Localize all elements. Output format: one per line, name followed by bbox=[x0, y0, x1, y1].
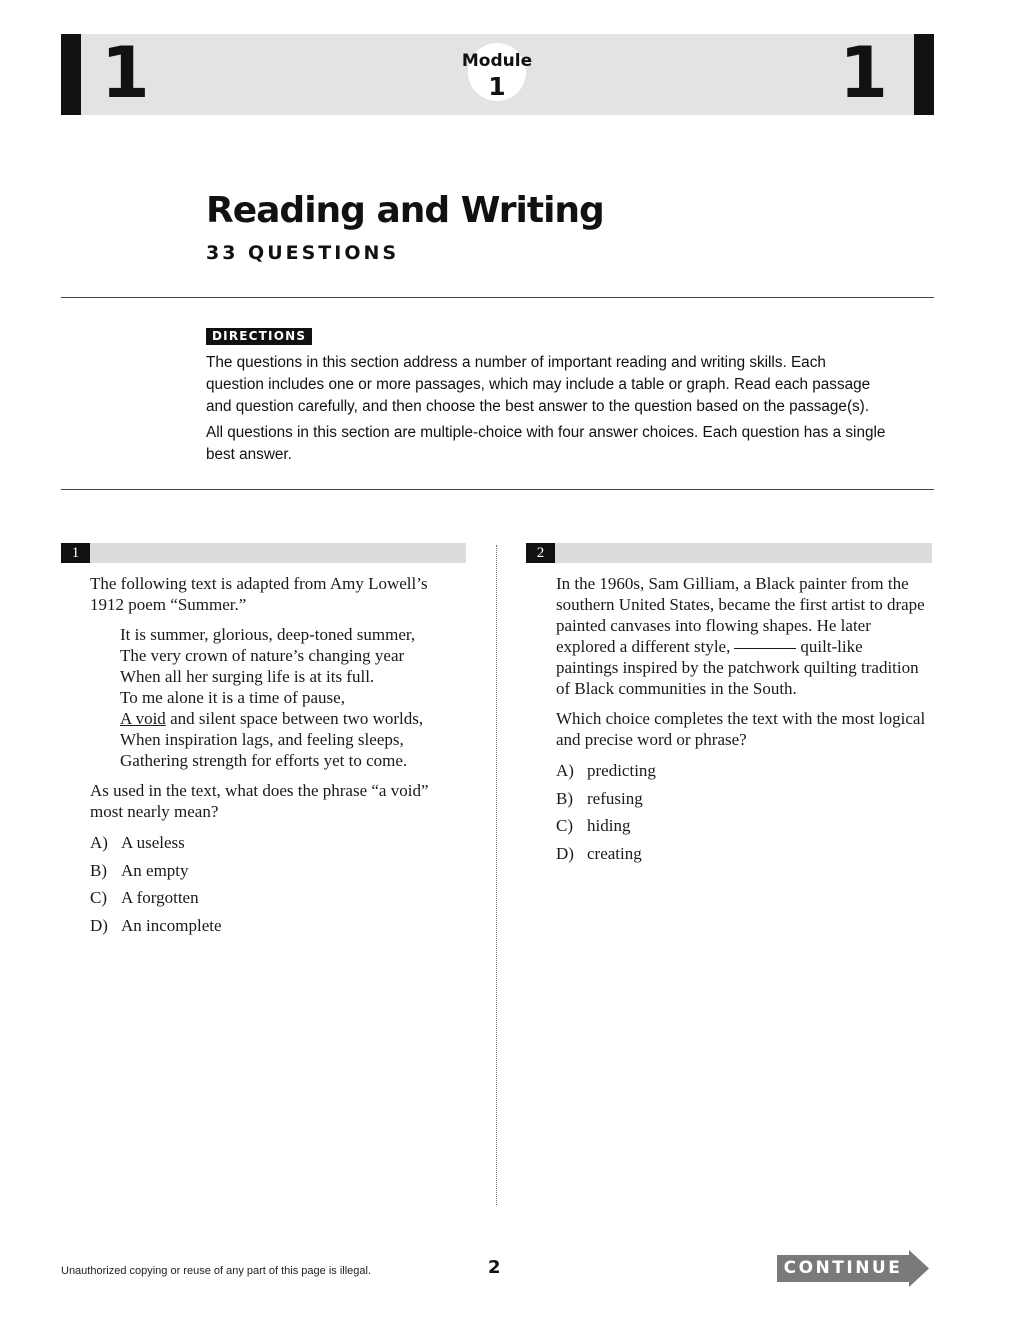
choice-text: A useless bbox=[121, 833, 185, 852]
choice-letter: D) bbox=[556, 844, 574, 864]
directions-paragraph-2: All questions in this section are multiple-choice with four answer choices. Each question has a single best answer. bbox=[206, 424, 886, 463]
answer-choice-d[interactable] bbox=[556, 843, 928, 871]
page-number: 2 bbox=[488, 1257, 501, 1278]
copyright-note: Unauthorized copying or reuse of any part of this page is illegal. bbox=[61, 1265, 372, 1277]
choice-letter: D) bbox=[90, 916, 108, 936]
choice-letter: B) bbox=[90, 860, 107, 880]
section-number-left: 1 bbox=[101, 32, 150, 114]
module-header bbox=[61, 34, 934, 115]
choice-letter: C) bbox=[90, 888, 107, 908]
question-1 bbox=[90, 573, 460, 943]
choice-text: A forgotten bbox=[121, 888, 199, 908]
section-number-right: 1 bbox=[839, 32, 888, 114]
poem-line: The very crown of nature’s changing year bbox=[120, 646, 405, 665]
question-1-prompt: As used in the text, what does the phrase “a void” most nearly mean? bbox=[90, 781, 429, 821]
question-count: 33 QUESTIONS bbox=[206, 242, 400, 264]
question-1-number: 1 bbox=[61, 543, 90, 563]
header-left-bar bbox=[61, 34, 81, 115]
answer-choice-b[interactable] bbox=[556, 788, 928, 816]
choice-text: predicting bbox=[587, 761, 656, 780]
question-2-prompt: Which choice completes the text with the most logical and precise word or phrase? bbox=[556, 709, 926, 749]
page-title: Reading and Writing bbox=[206, 190, 604, 231]
choice-text: An empty bbox=[121, 860, 189, 880]
poem-line: When inspiration lags, and feeling sleeps, bbox=[120, 730, 404, 749]
column-divider bbox=[496, 545, 497, 1205]
question-2-header bbox=[526, 543, 932, 563]
module-label: Module bbox=[461, 51, 533, 71]
question-2-number: 2 bbox=[526, 543, 555, 563]
question-1-intro: The following text is adapted from Amy Lowell’s 1912 poem “Summer.” bbox=[90, 574, 428, 614]
choice-letter: A) bbox=[556, 761, 574, 780]
answer-choice-d[interactable] bbox=[90, 915, 460, 943]
choice-text: refusing bbox=[587, 788, 643, 808]
poem-line-rest: and silent space between two worlds, bbox=[170, 709, 424, 728]
divider-top bbox=[61, 297, 934, 298]
choice-letter: B) bbox=[556, 788, 573, 808]
answer-choice-b[interactable] bbox=[90, 860, 460, 888]
answer-blank bbox=[734, 647, 796, 649]
passage-after-blank: quilt-like paintings inspired by the patchwork quilting tradition of Black communities in the South. bbox=[556, 637, 919, 698]
poem-line: When all her surging life is at its full. bbox=[120, 667, 375, 686]
choice-letter: C) bbox=[556, 816, 573, 836]
module-number: 1 bbox=[488, 72, 506, 101]
directions-badge: DIRECTIONS bbox=[206, 328, 312, 345]
directions-text bbox=[206, 352, 886, 470]
header-right-bar bbox=[914, 34, 934, 115]
question-2-passage bbox=[556, 573, 928, 699]
answer-choice-a[interactable] bbox=[90, 832, 460, 860]
passage-before-blank: In the 1960s, Sam Gilliam, a Black painter from the southern United States, became the first artist to drape painted canvases into flowing shapes. He later explored a different style, bbox=[556, 574, 925, 656]
poem-line: To me alone it is a time of pause, bbox=[120, 688, 345, 707]
poem-line: It is summer, glorious, deep-toned summer, bbox=[120, 625, 416, 644]
answer-choice-c[interactable] bbox=[90, 887, 460, 915]
question-1-choices bbox=[90, 832, 460, 943]
continue-label: CONTINUE bbox=[783, 1258, 903, 1278]
answer-choice-c[interactable] bbox=[556, 815, 928, 843]
choice-text: hiding bbox=[587, 816, 631, 836]
question-2-choices bbox=[556, 760, 928, 871]
choice-letter: A) bbox=[90, 833, 108, 852]
poem bbox=[120, 624, 460, 771]
poem-line: Gathering strength for efforts yet to come. bbox=[120, 751, 408, 770]
directions-paragraph-1: The questions in this section address a number of important reading and writing skills. Each question includes one or more passages, which may include a table or graph. Read each passage and question carefully, and then choose the best answer to the question based on the passage(s). bbox=[206, 354, 871, 415]
choice-text: An incomplete bbox=[121, 916, 222, 936]
continue-button[interactable] bbox=[777, 1250, 929, 1287]
choice-text: creating bbox=[587, 844, 642, 864]
question-1-header bbox=[61, 543, 466, 563]
divider-bottom bbox=[61, 489, 934, 490]
answer-choice-a[interactable] bbox=[556, 760, 928, 788]
question-2 bbox=[556, 573, 928, 871]
underlined-phrase: A void bbox=[120, 709, 166, 728]
poem-line-underlined bbox=[120, 708, 460, 729]
